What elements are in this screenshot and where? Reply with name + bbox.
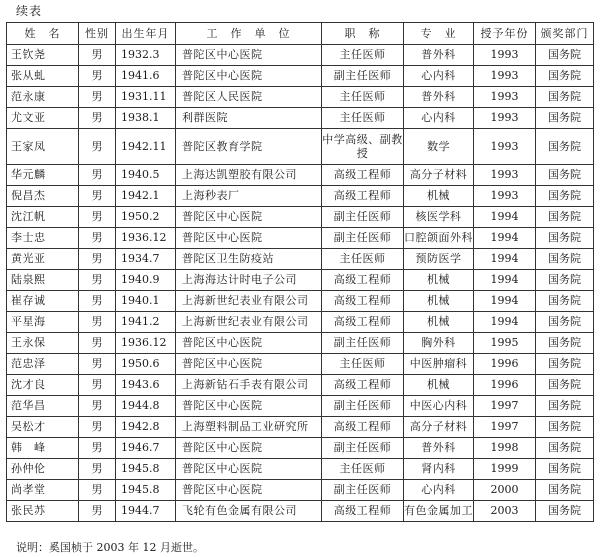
cell-gender: 男 — [79, 480, 116, 501]
cell-org: 普陀区人民医院 — [176, 87, 322, 108]
cell-major: 机械 — [404, 270, 474, 291]
cell-title: 副主任医师 — [322, 438, 404, 459]
header-gender: 性别 — [79, 23, 116, 45]
cell-dept: 国务院 — [536, 87, 594, 108]
cell-major: 普外科 — [404, 87, 474, 108]
cell-gender: 男 — [79, 375, 116, 396]
cell-title: 高级工程师 — [322, 501, 404, 522]
award-recipient-table — [6, 22, 594, 522]
cell-name: 倪昌杰 — [7, 186, 79, 207]
cell-title: 高级工程师 — [322, 417, 404, 438]
cell-major: 普外科 — [404, 438, 474, 459]
cell-major: 中医心内科 — [404, 396, 474, 417]
cell-title: 主任医师 — [322, 108, 404, 129]
cell-dept: 国务院 — [536, 312, 594, 333]
cell-gender: 男 — [79, 186, 116, 207]
cell-name: 王永保 — [7, 333, 79, 354]
table-row — [7, 459, 594, 480]
cell-name: 尚孝堂 — [7, 480, 79, 501]
cell-year: 1996 — [474, 375, 536, 396]
table-row — [7, 291, 594, 312]
cell-name: 范忠泽 — [7, 354, 79, 375]
cell-title: 主任医师 — [322, 87, 404, 108]
table-caption: 续表 — [16, 4, 43, 18]
cell-dept: 国务院 — [536, 165, 594, 186]
cell-name: 范永康 — [7, 87, 79, 108]
cell-year: 1994 — [474, 291, 536, 312]
cell-dept: 国务院 — [536, 501, 594, 522]
cell-name: 平星海 — [7, 312, 79, 333]
cell-birth: 1942.1 — [116, 186, 176, 207]
cell-gender: 男 — [79, 249, 116, 270]
cell-year: 1993 — [474, 186, 536, 207]
cell-gender: 男 — [79, 45, 116, 66]
cell-major: 高分子材料 — [404, 417, 474, 438]
cell-gender: 男 — [79, 459, 116, 480]
footnote: 说明：奚国桢于 2003 年 12 月逝世。 — [16, 541, 204, 554]
cell-birth: 1936.12 — [116, 333, 176, 354]
cell-org: 上海海达计时电子公司 — [176, 270, 322, 291]
cell-dept: 国务院 — [536, 228, 594, 249]
cell-gender: 男 — [79, 87, 116, 108]
table-row — [7, 129, 594, 165]
table-row — [7, 249, 594, 270]
cell-title: 副主任医师 — [322, 66, 404, 87]
table-row — [7, 228, 594, 249]
cell-birth: 1943.6 — [116, 375, 176, 396]
cell-birth: 1938.1 — [116, 108, 176, 129]
cell-name: 沈才良 — [7, 375, 79, 396]
cell-title: 副主任医师 — [322, 333, 404, 354]
cell-title: 主任医师 — [322, 249, 404, 270]
cell-birth: 1944.7 — [116, 501, 176, 522]
cell-gender: 男 — [79, 66, 116, 87]
cell-major: 有色金属加工 — [404, 501, 474, 522]
table-row — [7, 354, 594, 375]
cell-org: 普陀区中心医院 — [176, 333, 322, 354]
cell-name: 王钦尧 — [7, 45, 79, 66]
cell-org: 普陀区中心医院 — [176, 396, 322, 417]
cell-gender: 男 — [79, 270, 116, 291]
cell-major: 数学 — [404, 129, 474, 165]
cell-org: 普陀区中心医院 — [176, 438, 322, 459]
header-award-year: 授予年份 — [474, 23, 536, 45]
cell-title: 高级工程师 — [322, 375, 404, 396]
cell-year: 1994 — [474, 207, 536, 228]
cell-name: 李士忠 — [7, 228, 79, 249]
table-row — [7, 270, 594, 291]
table-row — [7, 108, 594, 129]
table-row — [7, 66, 594, 87]
cell-birth: 1950.6 — [116, 354, 176, 375]
cell-gender: 男 — [79, 396, 116, 417]
cell-gender: 男 — [79, 333, 116, 354]
cell-major: 心内科 — [404, 108, 474, 129]
cell-birth: 1932.3 — [116, 45, 176, 66]
cell-year: 1997 — [474, 417, 536, 438]
header-birth: 出生年月 — [116, 23, 176, 45]
cell-title: 副主任医师 — [322, 207, 404, 228]
cell-name: 黄光亚 — [7, 249, 79, 270]
cell-name: 陆泉熙 — [7, 270, 79, 291]
cell-name: 张民苏 — [7, 501, 79, 522]
table-body — [7, 45, 594, 522]
cell-major: 高分子材料 — [404, 165, 474, 186]
cell-org: 上海秒表厂 — [176, 186, 322, 207]
table-row — [7, 186, 594, 207]
cell-org: 上海达凯塑胶有限公司 — [176, 165, 322, 186]
cell-title: 副主任医师 — [322, 396, 404, 417]
header-title: 职 称 — [322, 23, 404, 45]
cell-major: 中医肿瘤科 — [404, 354, 474, 375]
cell-name: 崔存诚 — [7, 291, 79, 312]
cell-birth: 1946.7 — [116, 438, 176, 459]
cell-title: 高级工程师 — [322, 270, 404, 291]
cell-year: 1997 — [474, 396, 536, 417]
cell-dept: 国务院 — [536, 129, 594, 165]
header-name: 姓 名 — [7, 23, 79, 45]
cell-dept: 国务院 — [536, 186, 594, 207]
cell-dept: 国务院 — [536, 108, 594, 129]
cell-year: 1994 — [474, 249, 536, 270]
cell-org: 飞轮有色金属有限公司 — [176, 501, 322, 522]
cell-title: 高级工程师 — [322, 312, 404, 333]
cell-title: 中学高级、副教授 — [322, 129, 404, 165]
cell-birth: 1944.8 — [116, 396, 176, 417]
cell-dept: 国务院 — [536, 438, 594, 459]
cell-title: 高级工程师 — [322, 186, 404, 207]
cell-name: 张从虬 — [7, 66, 79, 87]
cell-major: 心内科 — [404, 480, 474, 501]
cell-org: 普陀区中心医院 — [176, 459, 322, 480]
table-row — [7, 87, 594, 108]
header-organization: 工 作 单 位 — [176, 23, 322, 45]
cell-org: 普陀区中心医院 — [176, 354, 322, 375]
cell-birth: 1942.11 — [116, 129, 176, 165]
cell-org: 普陀区中心医院 — [176, 207, 322, 228]
cell-org: 普陀区中心医院 — [176, 480, 322, 501]
cell-year: 2003 — [474, 501, 536, 522]
cell-org: 普陀区中心医院 — [176, 66, 322, 87]
cell-title: 副主任医师 — [322, 228, 404, 249]
cell-birth: 1936.12 — [116, 228, 176, 249]
cell-name: 韩 峰 — [7, 438, 79, 459]
cell-major: 心内科 — [404, 66, 474, 87]
cell-org: 普陀区卫生防疫站 — [176, 249, 322, 270]
cell-org: 利群医院 — [176, 108, 322, 129]
cell-year: 1996 — [474, 354, 536, 375]
cell-dept: 国务院 — [536, 249, 594, 270]
cell-name: 华元麟 — [7, 165, 79, 186]
cell-gender: 男 — [79, 501, 116, 522]
cell-year: 1994 — [474, 312, 536, 333]
cell-major: 口腔颌面外科 — [404, 228, 474, 249]
cell-major: 预防医学 — [404, 249, 474, 270]
cell-name: 尤文亚 — [7, 108, 79, 129]
cell-gender: 男 — [79, 291, 116, 312]
cell-birth: 1940.1 — [116, 291, 176, 312]
cell-year: 1993 — [474, 129, 536, 165]
cell-org: 上海新世纪表业有限公司 — [176, 312, 322, 333]
table-row — [7, 312, 594, 333]
cell-gender: 男 — [79, 207, 116, 228]
cell-year: 1994 — [474, 228, 536, 249]
cell-dept: 国务院 — [536, 417, 594, 438]
cell-title: 主任医师 — [322, 459, 404, 480]
header-award-department: 颁奖部门 — [536, 23, 594, 45]
cell-major: 机械 — [404, 312, 474, 333]
cell-name: 王家凤 — [7, 129, 79, 165]
cell-dept: 国务院 — [536, 291, 594, 312]
header-row — [7, 23, 594, 45]
cell-title: 主任医师 — [322, 45, 404, 66]
cell-year: 1994 — [474, 270, 536, 291]
cell-dept: 国务院 — [536, 459, 594, 480]
header-major: 专 业 — [404, 23, 474, 45]
cell-name: 吴松才 — [7, 417, 79, 438]
cell-birth: 1941.2 — [116, 312, 176, 333]
cell-year: 1999 — [474, 459, 536, 480]
table-row — [7, 375, 594, 396]
cell-title: 副主任医师 — [322, 480, 404, 501]
cell-major: 普外科 — [404, 45, 474, 66]
cell-major: 机械 — [404, 375, 474, 396]
table-row — [7, 45, 594, 66]
cell-gender: 男 — [79, 228, 116, 249]
cell-dept: 国务院 — [536, 270, 594, 291]
cell-birth: 1945.8 — [116, 459, 176, 480]
cell-dept: 国务院 — [536, 354, 594, 375]
cell-org: 普陀区教育学院 — [176, 129, 322, 165]
cell-dept: 国务院 — [536, 45, 594, 66]
table-row — [7, 480, 594, 501]
cell-year: 2000 — [474, 480, 536, 501]
cell-name: 范华昌 — [7, 396, 79, 417]
cell-gender: 男 — [79, 108, 116, 129]
cell-birth: 1950.2 — [116, 207, 176, 228]
cell-dept: 国务院 — [536, 375, 594, 396]
cell-year: 1993 — [474, 66, 536, 87]
cell-major: 机械 — [404, 186, 474, 207]
cell-org: 上海新钻石手表有限公司 — [176, 375, 322, 396]
cell-birth: 1941.6 — [116, 66, 176, 87]
cell-name: 沈江帆 — [7, 207, 79, 228]
cell-gender: 男 — [79, 438, 116, 459]
cell-name: 孙仲伦 — [7, 459, 79, 480]
table-row — [7, 501, 594, 522]
cell-year: 1995 — [474, 333, 536, 354]
table-row — [7, 333, 594, 354]
cell-birth: 1931.11 — [116, 87, 176, 108]
cell-birth: 1940.9 — [116, 270, 176, 291]
cell-org: 上海塑料制品工业研究所 — [176, 417, 322, 438]
cell-major: 机械 — [404, 291, 474, 312]
cell-dept: 国务院 — [536, 396, 594, 417]
cell-year: 1993 — [474, 45, 536, 66]
cell-major: 肾内科 — [404, 459, 474, 480]
cell-dept: 国务院 — [536, 66, 594, 87]
cell-year: 1998 — [474, 438, 536, 459]
cell-org: 上海新世纪表业有限公司 — [176, 291, 322, 312]
cell-gender: 男 — [79, 354, 116, 375]
cell-org: 普陀区中心医院 — [176, 45, 322, 66]
table-row — [7, 438, 594, 459]
cell-birth: 1945.8 — [116, 480, 176, 501]
cell-major: 胸外科 — [404, 333, 474, 354]
table-row — [7, 165, 594, 186]
table-row — [7, 417, 594, 438]
cell-year: 1993 — [474, 108, 536, 129]
cell-title: 高级工程师 — [322, 291, 404, 312]
table-row — [7, 396, 594, 417]
cell-major: 核医学科 — [404, 207, 474, 228]
cell-title: 主任医师 — [322, 354, 404, 375]
cell-year: 1993 — [474, 87, 536, 108]
cell-title: 高级工程师 — [322, 165, 404, 186]
cell-org: 普陀区中心医院 — [176, 228, 322, 249]
cell-birth: 1942.8 — [116, 417, 176, 438]
cell-birth: 1940.5 — [116, 165, 176, 186]
cell-gender: 男 — [79, 417, 116, 438]
cell-gender: 男 — [79, 312, 116, 333]
cell-dept: 国务院 — [536, 333, 594, 354]
table-row — [7, 207, 594, 228]
cell-gender: 男 — [79, 165, 116, 186]
cell-dept: 国务院 — [536, 207, 594, 228]
cell-birth: 1934.7 — [116, 249, 176, 270]
cell-year: 1993 — [474, 165, 536, 186]
cell-dept: 国务院 — [536, 480, 594, 501]
cell-gender: 男 — [79, 129, 116, 165]
